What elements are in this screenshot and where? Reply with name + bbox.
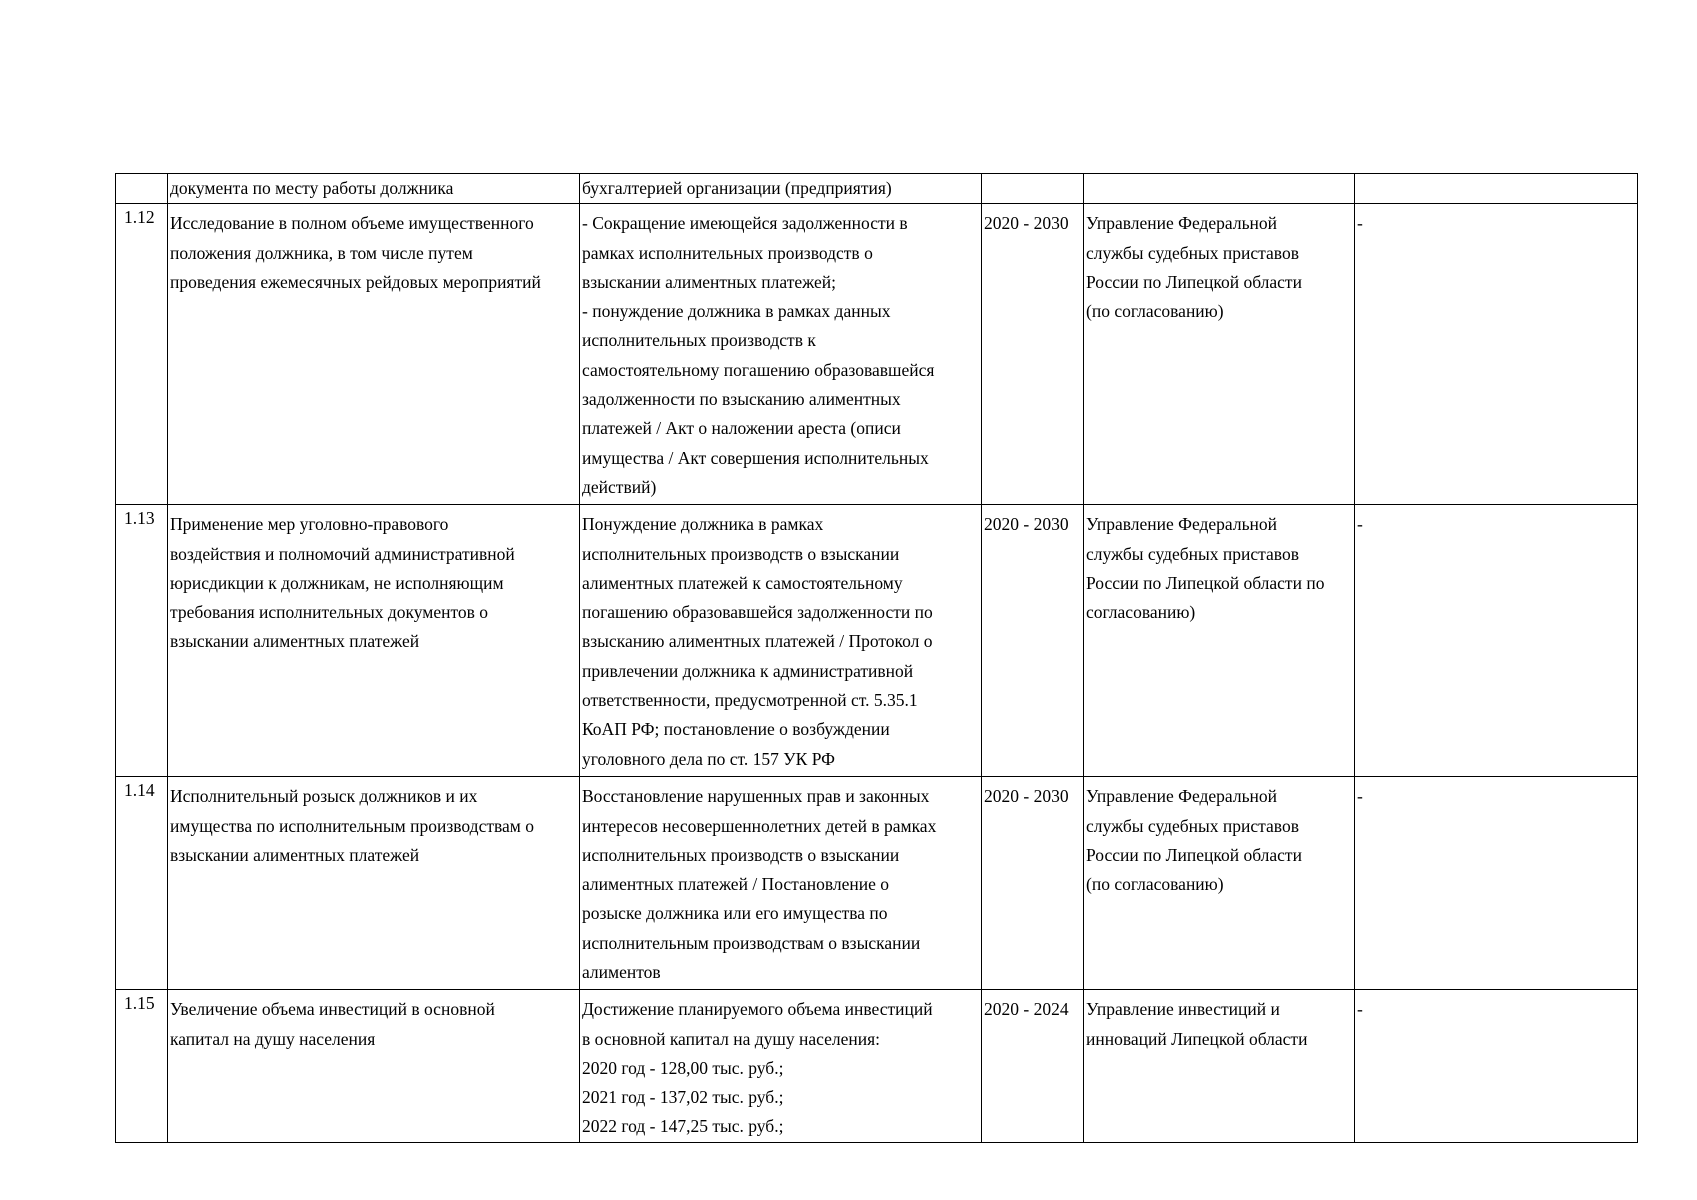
cell-result bbox=[580, 204, 982, 505]
cell-text-line: (по согласованию) bbox=[1086, 874, 1224, 895]
cell-text-line: Управление Федеральной bbox=[1086, 213, 1278, 234]
cell-text-line: России по Липецкой области по bbox=[1086, 572, 1325, 593]
cell-text-line: Увеличение объема инвестиций в основной bbox=[170, 999, 495, 1020]
cell-activity bbox=[168, 777, 580, 990]
cell-text-line: Исполнительный розыск должников и их bbox=[170, 786, 478, 807]
cell-result bbox=[580, 505, 982, 777]
cell-num bbox=[116, 174, 168, 204]
cell-text-line: согласованию) bbox=[1086, 602, 1196, 623]
cell-num bbox=[116, 777, 168, 990]
cell-text-line: исполнительным производствам о взыскании bbox=[582, 932, 921, 953]
measures-table bbox=[115, 173, 1638, 1143]
cell-text-line: самостоятельному погашению образовавшейся bbox=[582, 359, 935, 380]
cell-text-line: взыскании алиментных платежей bbox=[170, 631, 420, 652]
cell-text-line: Достижение планируемого объема инвестиций bbox=[582, 999, 933, 1020]
cell-text-line: Восстановление нарушенных прав и законных bbox=[582, 786, 930, 807]
cell-text-line: привлечении должника к административной bbox=[582, 660, 914, 681]
cell-text-line: взыскании алиментных платежей bbox=[170, 844, 420, 865]
cell-text-line: требования исполнительных документов о bbox=[170, 602, 489, 623]
cell-text-line: уголовного дела по ст. 157 УК РФ bbox=[582, 748, 835, 769]
cell-text-line: погашению образовавшейся задолженности по bbox=[582, 602, 933, 623]
cell-text-line: - Сокращение имеющейся задолженности в bbox=[582, 213, 908, 234]
cell-text-line: задолженности по взысканию алиментных bbox=[582, 389, 901, 410]
cell-num bbox=[116, 505, 168, 777]
cell-text-line: юрисдикции к должникам, не исполняющим bbox=[170, 572, 504, 593]
cell-text-line: России по Липецкой области bbox=[1086, 844, 1302, 865]
cell-text-line: капитал на душу населения bbox=[170, 1028, 376, 1049]
cell-text-line: алиментов bbox=[582, 962, 661, 983]
cell-activity bbox=[168, 990, 580, 1143]
cell-note bbox=[1355, 174, 1638, 204]
cell-period bbox=[982, 174, 1084, 204]
cell-period bbox=[982, 990, 1084, 1143]
cell-text-line: Управление Федеральной bbox=[1086, 514, 1278, 535]
cell-num bbox=[116, 990, 168, 1143]
cell-text-line: Исследование в полном объеме имущественного bbox=[170, 213, 534, 234]
cell-text-line: имущества / Акт совершения исполнительных bbox=[582, 447, 929, 468]
cell-text-line: воздействия и полномочий административной bbox=[170, 543, 515, 564]
cell-text: 1.13 bbox=[124, 508, 155, 529]
cell-text-line: ответственности, предусмотренной ст. 5.35.1 bbox=[582, 690, 918, 711]
cell-note bbox=[1355, 777, 1638, 990]
cell-text-line: службы судебных приставов bbox=[1086, 815, 1299, 836]
cell-executor bbox=[1084, 174, 1355, 204]
cell-text: 1.14 bbox=[124, 780, 155, 801]
measures-table-body bbox=[116, 174, 1638, 1143]
table-row bbox=[116, 777, 1638, 990]
cell-text-line: действий) bbox=[582, 476, 657, 497]
cell-text: - bbox=[1357, 514, 1363, 535]
cell-text-line: в основной капитал на душу населения: bbox=[582, 1028, 881, 1049]
cell-text-line: КоАП РФ; постановление о возбуждении bbox=[582, 719, 890, 740]
cell-text-line: положения должника, в том числе путем bbox=[170, 242, 473, 263]
cell-text: 2020 - 2030 bbox=[984, 786, 1069, 807]
cell-text: 2020 - 2024 bbox=[984, 999, 1069, 1020]
cell-text-line: Понуждение должника в рамках bbox=[582, 514, 824, 535]
cell-note bbox=[1355, 505, 1638, 777]
cell-text-line: интересов несовершеннолетних детей в рамках bbox=[582, 815, 937, 836]
cell-text-line: Применение мер уголовно-правового bbox=[170, 514, 449, 535]
table-row bbox=[116, 174, 1638, 204]
cell-executor bbox=[1084, 990, 1355, 1143]
cell-text-line: розыске должника или его имущества по bbox=[582, 903, 888, 924]
cell-activity bbox=[168, 204, 580, 505]
cell-text: - bbox=[1357, 213, 1363, 234]
cell-text-line: алиментных платежей к самостоятельному bbox=[582, 572, 903, 593]
cell-text-line: исполнительных производств о взыскании bbox=[582, 844, 900, 865]
cell-text-line: бухгалтерией организации (предприятия) bbox=[582, 178, 892, 198]
cell-text-line: платежей / Акт о наложении ареста (описи bbox=[582, 418, 901, 439]
cell-text-line: рамках исполнительных производств о bbox=[582, 242, 873, 263]
cell-text: - bbox=[1357, 786, 1363, 807]
cell-text-line: Управление инвестиций и bbox=[1086, 999, 1280, 1020]
cell-activity bbox=[168, 174, 580, 204]
cell-executor bbox=[1084, 777, 1355, 990]
cell-text-line: службы судебных приставов bbox=[1086, 543, 1299, 564]
cell-text-line: России по Липецкой области bbox=[1086, 271, 1302, 292]
cell-text: 2020 - 2030 bbox=[984, 213, 1069, 234]
cell-text: - bbox=[1357, 999, 1363, 1020]
cell-text-line: 2020 год - 128,00 тыс. руб.; bbox=[582, 1057, 784, 1078]
cell-text-line: 2022 год - 147,25 тыс. руб.; bbox=[582, 1116, 784, 1137]
cell-text-line: алиментных платежей / Постановление о bbox=[582, 874, 890, 895]
cell-executor bbox=[1084, 505, 1355, 777]
cell-text-line: - понуждение должника в рамках данных bbox=[582, 301, 891, 322]
cell-text-line: исполнительных производств к bbox=[582, 330, 816, 351]
cell-period bbox=[982, 777, 1084, 990]
cell-result bbox=[580, 174, 982, 204]
cell-text-line: документа по месту работы должника bbox=[170, 178, 454, 198]
cell-text-line: взыскании алиментных платежей; bbox=[582, 271, 836, 292]
cell-note bbox=[1355, 990, 1638, 1143]
cell-num bbox=[116, 204, 168, 505]
cell-text-line: (по согласованию) bbox=[1086, 301, 1224, 322]
cell-executor bbox=[1084, 204, 1355, 505]
cell-activity bbox=[168, 505, 580, 777]
cell-text-line: 2021 год - 137,02 тыс. руб.; bbox=[582, 1087, 784, 1108]
cell-period bbox=[982, 204, 1084, 505]
cell-text: 2020 - 2030 bbox=[984, 514, 1069, 535]
table-row bbox=[116, 990, 1638, 1143]
table-row bbox=[116, 204, 1638, 505]
cell-text: 1.12 bbox=[124, 207, 155, 228]
cell-text-line: службы судебных приставов bbox=[1086, 242, 1299, 263]
cell-note bbox=[1355, 204, 1638, 505]
cell-text-line: имущества по исполнительным производствам о bbox=[170, 815, 534, 836]
cell-text-line: проведения ежемесячных рейдовых мероприятий bbox=[170, 271, 541, 292]
cell-result bbox=[580, 990, 982, 1143]
table-row bbox=[116, 505, 1638, 777]
cell-text-line: инноваций Липецкой области bbox=[1086, 1028, 1308, 1049]
cell-text-line: Управление Федеральной bbox=[1086, 786, 1278, 807]
cell-text: 1.15 bbox=[124, 993, 155, 1014]
cell-text-line: исполнительных производств о взыскании bbox=[582, 543, 900, 564]
cell-period bbox=[982, 505, 1084, 777]
cell-result bbox=[580, 777, 982, 990]
cell-text-line: взысканию алиментных платежей / Протокол о bbox=[582, 631, 933, 652]
